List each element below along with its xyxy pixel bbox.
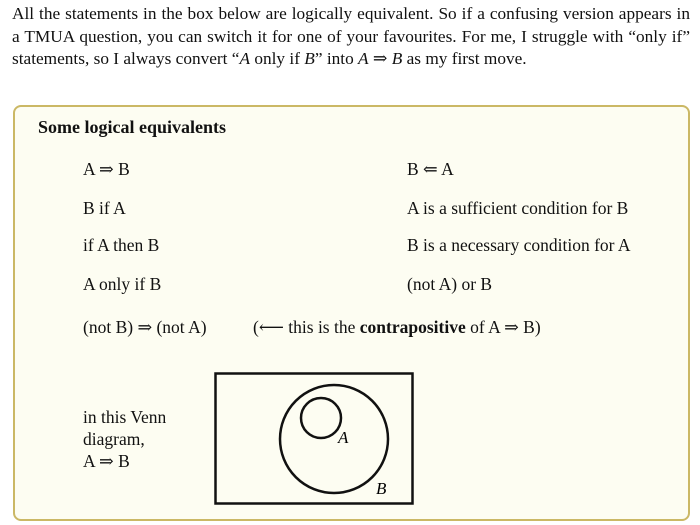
equiv-right: B is a necessary condition for A [407,235,631,255]
intro-text: as my first move. [402,49,527,68]
note-text: (⟵ this is the [253,317,360,337]
note-bold: contrapositive [359,317,466,337]
equiv-right: (not A) or B [407,274,493,294]
equiv-left: if A then B [83,235,160,255]
caption-line: diagram, [83,429,145,449]
equiv-right: A is a sufficient condition for B [407,198,629,218]
set-a-circle [301,398,341,438]
intro-text: All the statements in the box below are logically equivalent. So if a confusing version appears in a TMUA question, you can switch it for one of your favourites. For me, I struggle with “only if” statements, so I always convert “ [12,4,690,68]
box-title: Some logical equivalents [38,117,226,137]
intro-text: ” into [314,49,359,68]
caption-line: A ⇒ B [83,451,130,471]
var: A [358,49,369,68]
var: B [391,49,403,68]
implies: ⇒ [368,49,392,68]
note-text: of A ⇒ B) [465,317,541,337]
equiv-right: B ⇐ A [407,159,454,179]
intro-text: only if [250,49,305,68]
contrapositive-note [253,317,541,338]
equivalents-box [13,105,690,521]
venn-caption [83,406,166,472]
caption-line: in this Venn [83,407,167,427]
equiv-left: A only if B [83,274,162,294]
equiv-left: B if A [83,198,126,218]
equiv-left: A ⇒ B [83,159,130,179]
label-b: B [376,479,387,498]
venn-diagram [214,372,416,508]
intro-paragraph [12,3,690,71]
var: A [239,49,251,68]
var: B [304,49,315,68]
contrapositive-statement: (not B) ⇒ (not A) [83,317,207,337]
label-a: A [338,428,349,447]
